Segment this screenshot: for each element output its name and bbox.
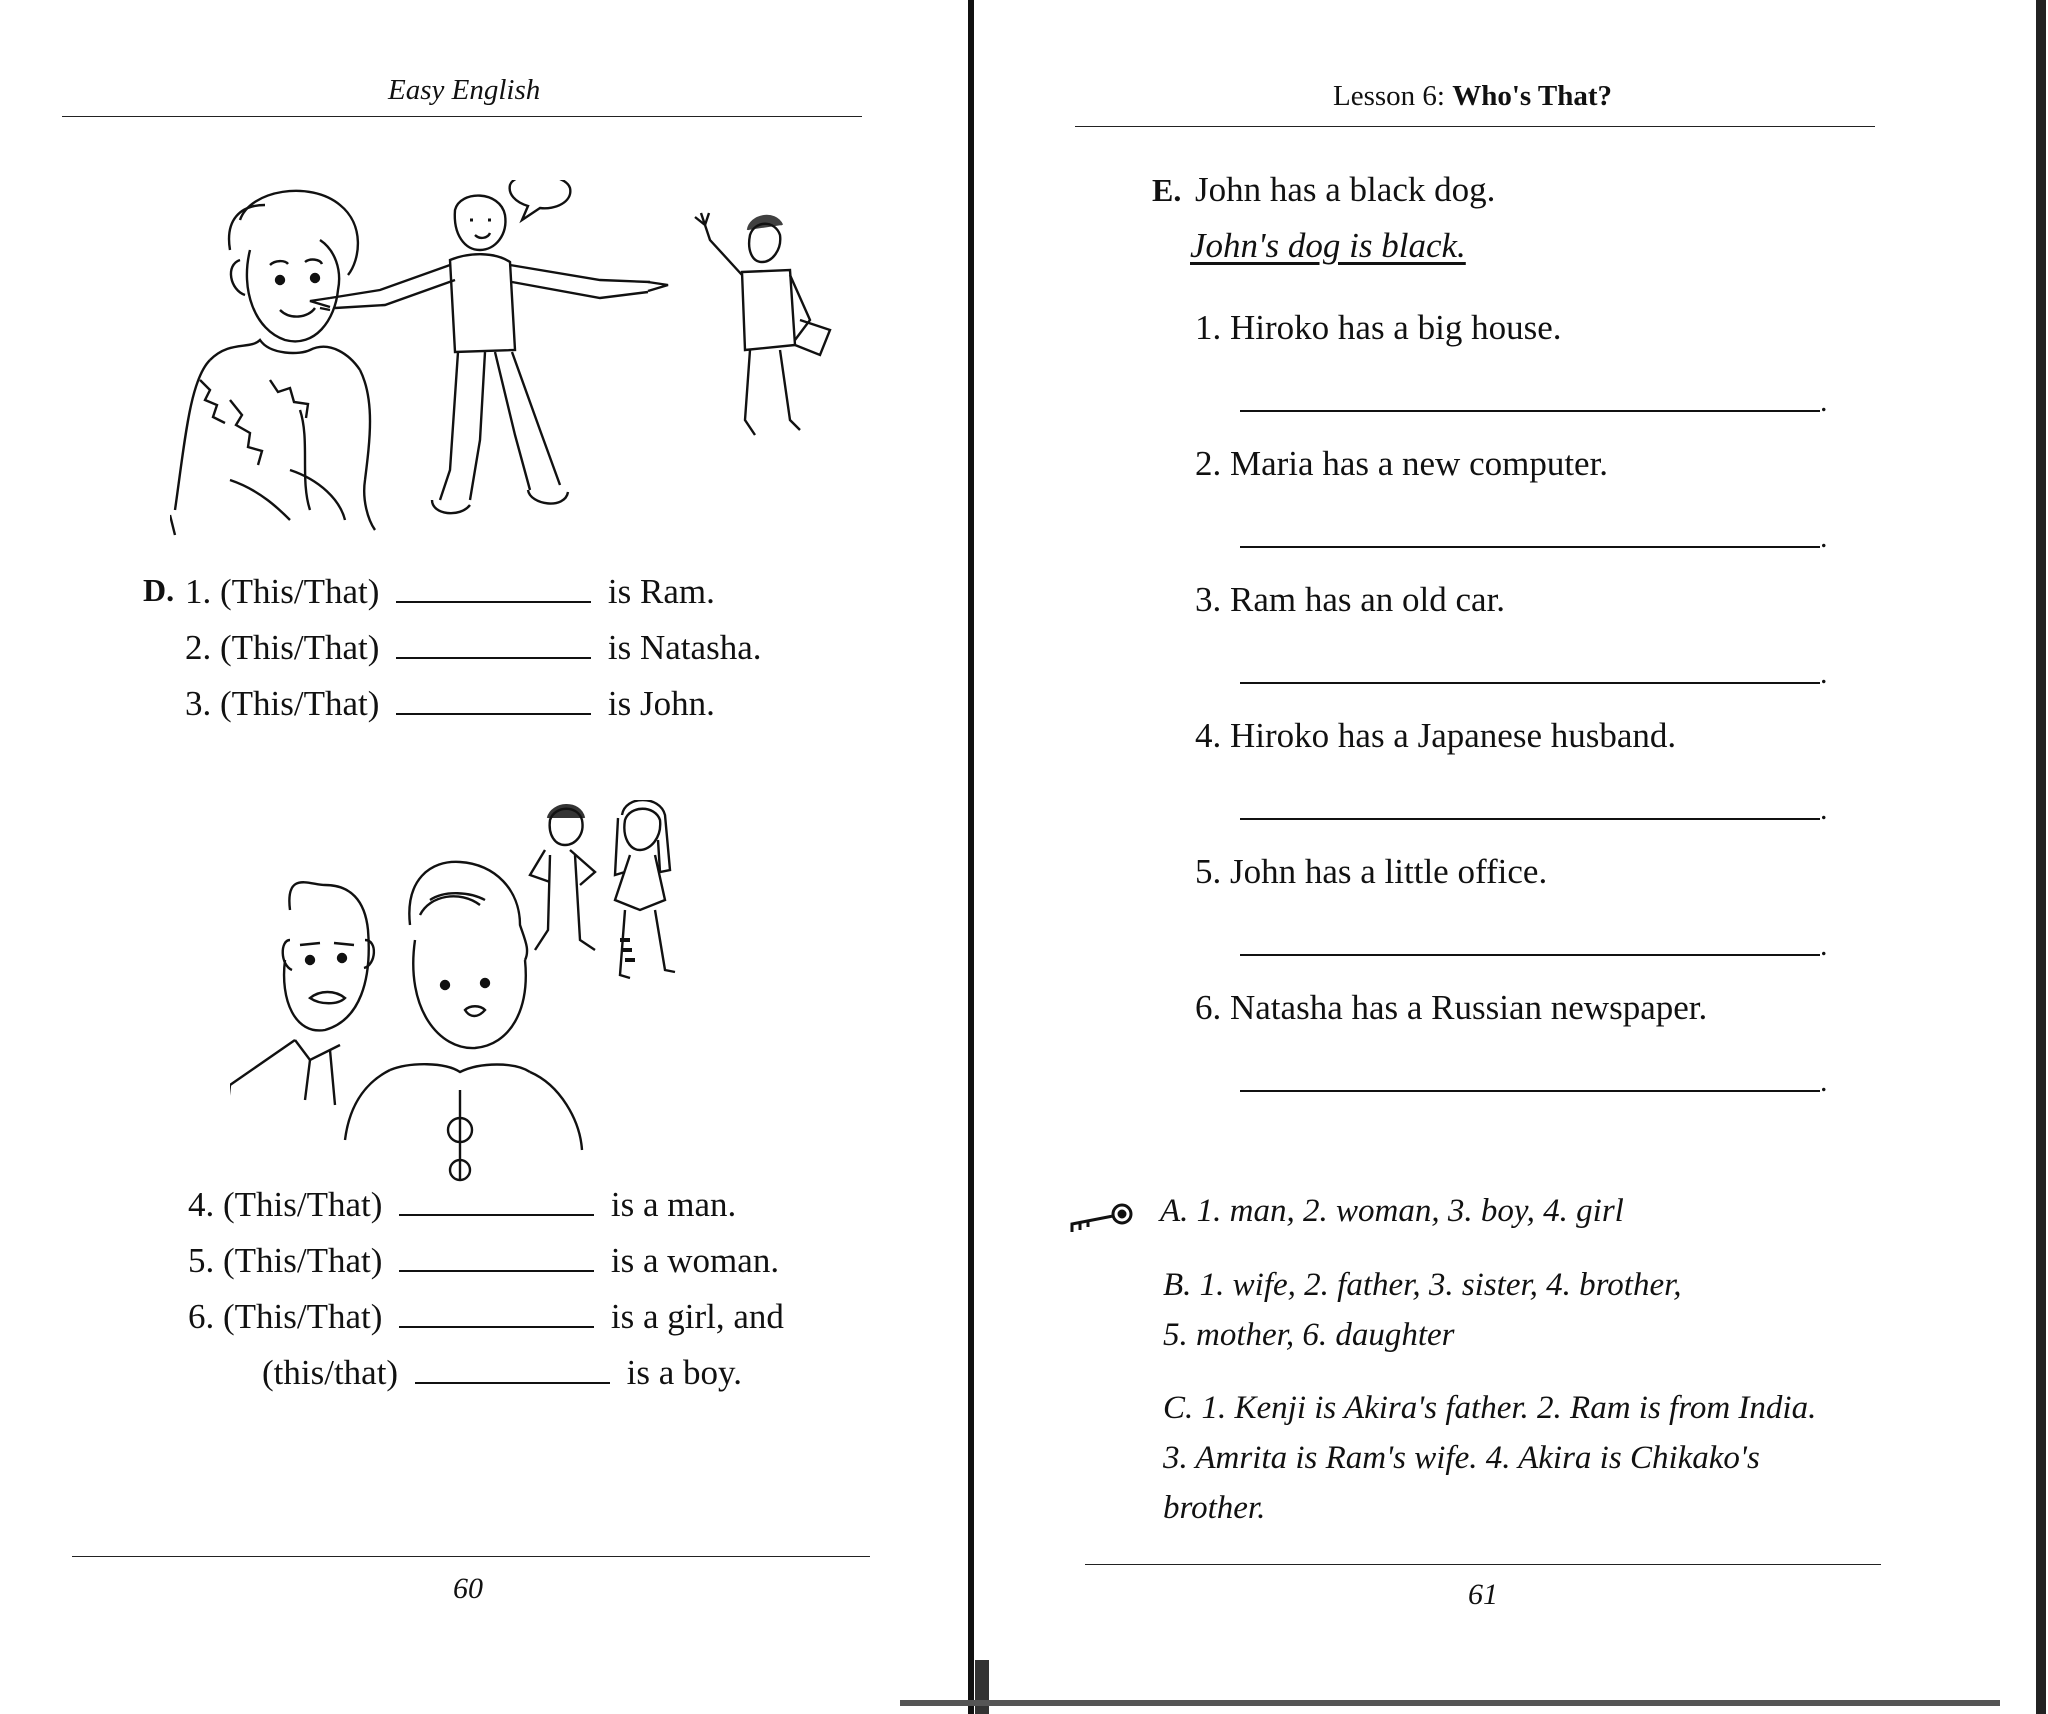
example-sentence: John has a black dog. (1195, 170, 1496, 209)
item-prompt: (This/That) (220, 684, 380, 723)
item-number: 2. (1195, 444, 1222, 483)
lesson-label: Lesson 6: (1333, 80, 1453, 112)
answer-key-c-line1: C. 1. Kenji is Akira's father. 2. Ram is from India. (1163, 1390, 1817, 1426)
answer-blank[interactable] (396, 600, 591, 603)
item-text: is Ram. (607, 572, 715, 611)
answer-period-1: . (1820, 385, 1828, 418)
answer-key-c-line3: brother. (1163, 1490, 1266, 1526)
item-number: 6. (188, 1297, 215, 1336)
exercise-e-item-5 (1195, 852, 1547, 892)
item-number: 4. (188, 1185, 215, 1224)
example-answer: John's dog is black. (1190, 226, 1466, 265)
item-text: Ram has an old car. (1230, 580, 1506, 619)
answer-blank[interactable] (399, 1325, 594, 1328)
exercise-d-item-3 (185, 684, 715, 724)
footer-rule-left (72, 1556, 870, 1557)
item-text: is Natasha. (607, 628, 762, 667)
section-letter-d: D. (143, 572, 175, 608)
exercise-d-item-6b (262, 1353, 742, 1393)
exercise-e-item-1 (1195, 308, 1561, 348)
page-number-right: 61 (1468, 1578, 1498, 1611)
exercise-d-item-2 (185, 628, 761, 668)
answer-key-c-line2: 3. Amrita is Ram's wife. 4. Akira is Chikako's (1163, 1440, 1760, 1476)
answer-key-b-line2: 5. mother, 6. daughter (1163, 1317, 1455, 1353)
exercise-d-item-6 (188, 1297, 784, 1337)
item-number: 3. (185, 684, 212, 723)
item-number: 2. (185, 628, 212, 667)
answer-period-3: . (1820, 657, 1828, 690)
item-prompt: (This/That) (223, 1297, 383, 1336)
item-text: is John. (607, 684, 715, 723)
answer-period-6: . (1820, 1065, 1828, 1098)
running-head-right (1333, 80, 1612, 113)
item-text: Hiroko has a big house. (1230, 308, 1562, 347)
item-text: is a girl, and (610, 1297, 784, 1336)
exercise-d-item-1 (185, 572, 715, 612)
item-prompt: (This/That) (220, 572, 380, 611)
answer-blank[interactable] (399, 1213, 594, 1216)
section-letter-e: E. (1152, 172, 1182, 208)
answer-line-2[interactable] (1240, 546, 1820, 548)
answer-period-4: . (1820, 793, 1828, 826)
answer-key-b-line1: B. 1. wife, 2. father, 3. sister, 4. brother, (1163, 1267, 1682, 1303)
exercise-e-item-2 (1195, 444, 1608, 484)
header-rule-right (1075, 126, 1875, 127)
key-icon (1068, 1200, 1138, 1240)
answer-line-6[interactable] (1240, 1090, 1820, 1092)
answer-line-5[interactable] (1240, 954, 1820, 956)
item-text: Hiroko has a Japanese husband. (1230, 716, 1677, 755)
answer-blank[interactable] (415, 1381, 610, 1384)
item-prompt: (this/that) (262, 1353, 399, 1392)
item-number: 1. (185, 572, 212, 611)
exercise-d-item-5 (188, 1241, 779, 1281)
item-number: 3. (1195, 580, 1222, 619)
answer-period-5: . (1820, 929, 1828, 962)
item-text: Natasha has a Russian newspaper. (1230, 988, 1708, 1027)
answer-period-2: . (1820, 521, 1828, 554)
answer-blank[interactable] (396, 712, 591, 715)
item-text: John has a little office. (1230, 852, 1548, 891)
item-prompt: (This/That) (220, 628, 380, 667)
exercise-e-item-3 (1195, 580, 1505, 620)
page-bottom-edge (900, 1700, 2000, 1706)
answer-blank[interactable] (396, 656, 591, 659)
item-text: Maria has a new computer. (1230, 444, 1609, 483)
exercise-d-item-4 (188, 1185, 736, 1225)
exercise-e-item-6 (1195, 988, 1707, 1028)
right-page-edge (2036, 0, 2046, 1714)
answer-line-3[interactable] (1240, 682, 1820, 684)
exercise-e-item-4 (1195, 716, 1676, 756)
lesson-title: Who's That? (1452, 80, 1613, 112)
answer-line-4[interactable] (1240, 818, 1820, 820)
item-prompt: (This/That) (223, 1185, 383, 1224)
people-pointing-illustration (170, 180, 850, 540)
answer-key-a: A. 1. man, 2. woman, 3. boy, 4. girl (1160, 1193, 1624, 1229)
item-text: is a woman. (610, 1241, 780, 1280)
family-illustration (230, 800, 710, 1190)
page-number-left: 60 (453, 1572, 483, 1605)
header-rule-left (62, 116, 862, 117)
answer-blank[interactable] (399, 1269, 594, 1272)
item-text: is a man. (610, 1185, 737, 1224)
answer-line-1[interactable] (1240, 410, 1820, 412)
footer-rule-right (1085, 1564, 1881, 1565)
item-number: 4. (1195, 716, 1222, 755)
book-spine (968, 0, 974, 1714)
running-head-left: Easy English (388, 74, 541, 106)
item-text: is a boy. (626, 1353, 742, 1392)
item-prompt: (This/That) (223, 1241, 383, 1280)
item-number: 1. (1195, 308, 1222, 347)
item-number: 5. (188, 1241, 215, 1280)
item-number: 6. (1195, 988, 1222, 1027)
item-number: 5. (1195, 852, 1222, 891)
